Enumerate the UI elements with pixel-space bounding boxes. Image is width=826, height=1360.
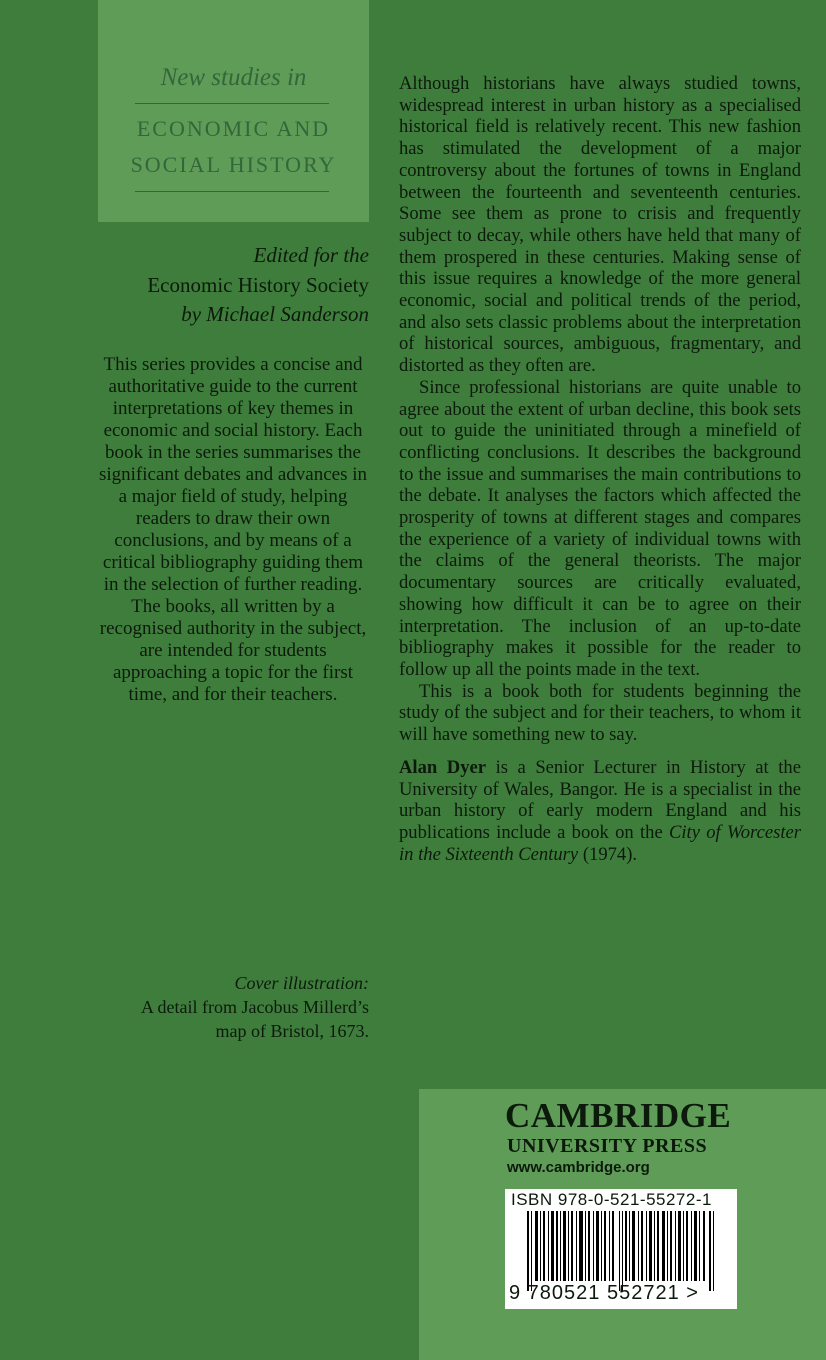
description-paragraph-2: Since professional historians are quite unable to agree about the extent of urban decline, this book sets out to guide the uninitiated through a minefield of conflicting conclusions. It describes the background to the issue and summarises the main contributions to the debate. It analyses the factors which affected the prosperity of towns at different stages and compares the experience of a variety of individual towns with the claims of the general theorists. The major documentary sources are critically evaluated, showing how difficult it can be to agree on their interpretation. The inclusion of an up-to-date bibliography makes it possible for the reader to follow up all the points made in the text. (399, 376, 801, 680)
editor-name: by Michael Sanderson (181, 302, 369, 326)
series-rule-bottom (135, 191, 329, 192)
cover-line-1: A detail from Jacobus Millerd’s (141, 997, 369, 1017)
publisher-press: UNIVERSITY PRESS (507, 1135, 708, 1157)
edited-for: Edited for the (253, 243, 369, 267)
author-bio-end: (1974). (582, 843, 638, 865)
author-book-title: City of Worcester in the Sixteenth Century (399, 821, 801, 865)
society-name: Economic History Society (147, 273, 369, 297)
description-paragraph-1: Although historians have always studied towns, widespread interest in urban history as a specialised historical field is relatively recent. This new fashion has stimulated the development of a major controversy about the fortunes of towns in England between the fourteenth and seventeenth centuries. Some see them as prone to crisis and frequently subject to decay, while others have held that many of them prospered in these centuries. Making sense of this issue requires a knowledge of the more general economic, social and political trends of the period, and also sets classic problems about the interpretation of historical sources, ambiguous, fragmentary, and distorted as they often are. (399, 73, 801, 377)
series-rule-top (135, 103, 329, 104)
book-description (399, 73, 801, 865)
publisher-name: CAMBRIDGE (505, 1096, 732, 1135)
series-box (98, 0, 369, 222)
series-line-1: ECONOMIC AND (136, 116, 331, 141)
author-name: Alan Dyer (399, 756, 487, 778)
barcode-box (505, 1189, 737, 1309)
series-top-line: New studies in (160, 64, 307, 91)
description-paragraph-3: This is a book both for students beginning the study of the subject and for their teachers, to whom it will have something new to say. (399, 680, 801, 746)
isbn-digits: 9 780521 552721 > (509, 1282, 699, 1304)
barcode-bars (527, 1211, 727, 1291)
publisher-box (419, 1089, 826, 1360)
author-bio (399, 757, 801, 866)
publisher-website: www.cambridge.org (507, 1159, 650, 1176)
series-blurb: This series provides a concise and authoritative guide to the current interpretations of key themes in economic and social history. Each book in the series summarises the significant debates and advances in a major field of study, helping readers to draw their own conclusions, and by means of a critical bibliography guiding them in the selection of further reading. The books, all written by a recognised authority in the subject, are intended for students approaching a topic for the first time, and for their teachers. (98, 354, 367, 705)
isbn-label: ISBN 978-0-521-55272-1 (511, 1190, 712, 1209)
cover-label: Cover illustration: (234, 973, 369, 993)
series-line-2: SOCIAL HISTORY (130, 152, 337, 177)
author-bio-start: is a Senior Lecturer in History at the University of Wales, Bangor. He is a specialist in the urban history of early modern England and his publications include a book on the (399, 756, 801, 843)
cover-line-2: map of Bristol, 1673. (215, 1021, 369, 1041)
